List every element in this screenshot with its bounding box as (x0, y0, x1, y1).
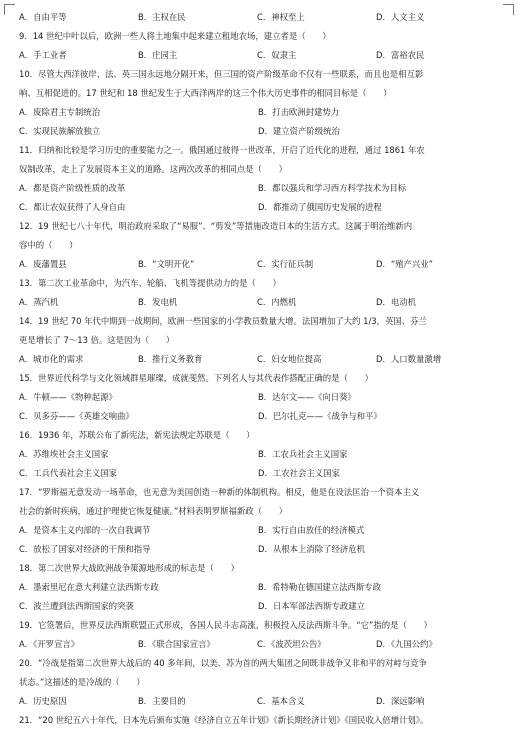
option-d: D．“殖产兴业” (376, 259, 434, 269)
question-17-stem-line-2: 社会的新时疾病，通过护理使它恢复健康。”材料表明罗斯福新政（ ） (19, 506, 288, 516)
option-b: B．庄园主 (138, 50, 178, 60)
question-16-stem: 16．1936 年，苏联公布了新宪法，新宪法规定苏联是（ ） (19, 430, 255, 440)
option-b: B．“文明开化” (138, 259, 195, 269)
question-13-stem: 13．第二次工业革命中，为汽车、轮船、飞机等提供动力的是（ ） (19, 278, 281, 288)
option-d: D．工农社会主义国家 (258, 468, 340, 478)
question-19-options (19, 635, 497, 654)
option-b: B．《联合国家宣言》 (138, 639, 215, 649)
corner-mark-top-right (503, 4, 514, 15)
option-d: D．电动机 (376, 297, 416, 307)
option-b: B．希特勒在德国建立法西斯专政 (258, 582, 381, 592)
option-a: A．历史原因 (19, 696, 67, 706)
option-d: D．都推动了俄国历史发展的进程 (258, 202, 382, 212)
option-c: C．放松了国家对经济的干预和指导 (19, 544, 151, 554)
question-10-stem-line-2: 响、互相促进的。17 世纪和 18 世纪发生于大西洋两岸的这三个伟大历史事件的相同目标是（ ） (19, 88, 392, 98)
option-c: C．《波茨坦公告》 (257, 639, 326, 649)
option-c: C．波兰遭到法西斯国家的突袭 (19, 601, 134, 611)
option-c: C．妇女地位提高 (257, 354, 322, 364)
option-a: A．城市化的需求 (19, 354, 84, 364)
question-10-options-row-2 (19, 122, 497, 141)
question-15-options-row-1 (19, 388, 497, 407)
option-d: D．《九国公约》 (376, 639, 437, 649)
option-a: A．苏维埃社会主义国家 (19, 449, 109, 459)
option-c: C．贝多芬——《英雄交响曲》 (19, 411, 134, 421)
option-d: D．深远影响 (376, 696, 425, 706)
question-12-stem-line-1: 12．19 世纪七八十年代，明治政府采取了“易服”、“剪发”等措施改造日本的生活方式。这属于明治维新内 (19, 221, 413, 231)
question-17-stem-line-1: 17．“罗斯福无意发动一场革命，也无意为美国创造一种新的体制机构。相反，他是在设法匡治一个资本主义 (19, 487, 420, 497)
option-b: B．实行自由放任的经济模式 (258, 525, 365, 535)
option-a: A．都是资产阶级性质的改革 (19, 183, 126, 193)
option-b: B．主权在民 (138, 12, 186, 22)
option-a: A．废藩置县 (19, 259, 67, 269)
question-9-stem: 9．14 世纪中叶以后，欧洲一些人将土地集中起来建立租地农场，建立者是（ ） (19, 31, 331, 41)
question-10-stem-line-1: 10．尽管大西洋彼岸、法、英三国永远地分隔开来，但三国的资产阶级革命不仅有一些联系，而且也是相互影 (19, 69, 424, 79)
option-c: C．奴隶主 (257, 50, 297, 60)
option-a: A．手工业者 (19, 50, 67, 60)
option-c: C．神权至上 (257, 12, 305, 22)
question-11-options-row-1 (19, 179, 497, 198)
corner-mark-top-left (4, 4, 15, 15)
question-11-stem-line-2: 奴制改革，走上了发展资本主义的道路。这两次改革的相同点是（ ） (19, 164, 287, 174)
option-a: A．是资本主义内部的一次自我调节 (19, 525, 151, 535)
option-c: C．内燃机 (257, 297, 297, 307)
question-20-options (19, 692, 497, 711)
question-16-options-row-1 (19, 445, 497, 464)
question-17-options-row-2 (19, 540, 497, 559)
option-a: A．《开罗宣言》 (19, 639, 80, 649)
option-a: A．废除君主专制统治 (19, 107, 101, 117)
option-b: B．达尔文——《向日葵》 (258, 392, 356, 402)
question-12-options (19, 255, 497, 274)
exam-page (19, 8, 497, 730)
option-a: A．蒸汽机 (19, 297, 59, 307)
option-a: A．墨索里尼在意大利建立法西斯专政 (19, 582, 159, 592)
question-19-stem: 19．它签署后，世界反法西斯联盟正式形成，各国人民斗志高涨，积极投入反法西斯斗争。“它”指的是（ ） (19, 620, 432, 630)
question-21-stem: 21．“20 世纪五六十年代，日本先后颁布实施《经济自立五年计划》《新长期经济计划》《国民收入倍增计划》。 (19, 715, 429, 725)
option-c: C．都让农奴获得了人身自由 (19, 202, 126, 212)
question-9-options (19, 46, 497, 65)
option-b: B．工农兵社会主义国家 (258, 449, 348, 459)
question-11-stem-line-1: 11．归纳和比较是学习历史的重要能力之一。俄国通过彼得一世改革，开启了近代化的进程，通过 1861 年农 (19, 145, 425, 155)
option-d: D．巴尔扎克——《战争与和平》 (258, 411, 382, 421)
question-11-options-row-2 (19, 198, 497, 217)
option-c: C．实行征兵制 (257, 259, 314, 269)
question-17-options-row-1 (19, 521, 497, 540)
option-b: B．发电机 (138, 297, 178, 307)
option-c: C．实现民族解放独立 (19, 126, 101, 136)
question-20-stem-line-1: 20．“冷战是指第二次世界大战后的 40 多年间，以美、苏为首的两大集团之间既非战争又非和平的对峙与竞争 (19, 658, 427, 668)
question-16-options-row-2 (19, 464, 497, 483)
question-10-options-row-1 (19, 103, 497, 122)
question-20-stem-line-2: 状态。”这描述的是冷战的（ ） (19, 677, 145, 687)
option-d: D．建立资产阶级统治 (258, 126, 340, 136)
option-b: B．都以强兵和学习西方科学技术为目标 (258, 183, 407, 193)
option-d: D．富裕农民 (376, 50, 425, 60)
option-d: D．日本军部法西斯专政建立 (258, 601, 365, 611)
option-b: B．主要目的 (138, 696, 186, 706)
option-c: C．基本含义 (257, 696, 305, 706)
option-d: D．人文主义 (376, 12, 425, 22)
question-14-options (19, 350, 497, 369)
option-d: D．从根本上消除了经济危机 (258, 544, 365, 554)
option-b: B．推行义务教育 (138, 354, 203, 364)
option-c: C．工兵代表社会主义国家 (19, 468, 117, 478)
question-8-options (19, 8, 497, 27)
question-18-stem: 18．第二次世界大战欧洲战争策源地形成的标志是（ ） (19, 563, 240, 573)
question-12-stem-line-2: 容中的（ ） (19, 240, 78, 250)
question-15-options-row-2 (19, 407, 497, 426)
option-d: D．人口数量激增 (376, 354, 442, 364)
question-18-options-row-2 (19, 597, 497, 616)
question-13-options (19, 293, 497, 312)
question-18-options-row-1 (19, 578, 497, 597)
option-b: B．打击欧洲封建势力 (258, 107, 340, 117)
option-a: A．牛顿——《物种起源》 (19, 392, 117, 402)
question-14-stem-line-1: 14．19 世纪 70 年代中期到一战期间，欧洲一些国家的小学教员数量大增。法国增加了大约 1/3，英国、芬兰 (19, 316, 427, 326)
option-a: A．自由平等 (19, 12, 67, 22)
question-14-stem-line-2: 更是增长了 7～13 倍。这是因为（ ） (19, 335, 175, 345)
question-15-stem: 15．世界近代科学与文化领域群星璀璨，成就斐然。下列名人与其代表作搭配正确的是（ ） (19, 373, 374, 383)
